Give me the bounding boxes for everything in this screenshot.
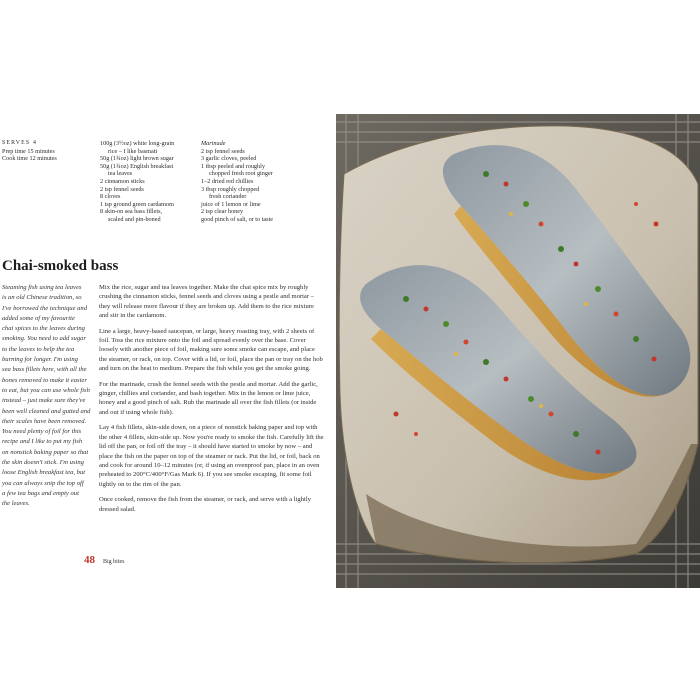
marinade-line: fresh coriander bbox=[209, 193, 247, 201]
intro-line: their scales have been removed. bbox=[2, 417, 87, 425]
marinade-line: 1 tbsp peeled and roughly bbox=[201, 162, 265, 170]
intro-line: burning for longer. I'm using bbox=[2, 356, 78, 364]
method-step: Once cooked, remove the fish from the steamer, or rack, and serve with a lightly dressed salad. bbox=[99, 496, 311, 513]
fish-illustration bbox=[336, 114, 700, 588]
prep-time: Prep time 15 minutes bbox=[2, 147, 55, 155]
ingredient-line: 2 tsp fennel seeds bbox=[100, 185, 144, 193]
intro-line: loose English breakfast tea, but bbox=[2, 469, 86, 477]
ingredient-line: scaled and pin-boned bbox=[108, 215, 161, 223]
ingredient-line: 8 skin-on sea bass fillets, bbox=[100, 208, 163, 216]
folio bbox=[84, 550, 125, 568]
intro-text bbox=[2, 283, 92, 510]
method-text bbox=[99, 283, 324, 520]
ingredient-line: rice – I like basmati bbox=[108, 147, 158, 155]
ingredient-line: 8 cloves bbox=[100, 193, 121, 201]
marinade-list bbox=[201, 148, 311, 224]
marinade-line: 2 tsp fennel seeds bbox=[201, 147, 245, 155]
intro-line: a few tea bags and empty out bbox=[2, 489, 79, 497]
intro-line: recipe and I like to put my fish bbox=[2, 438, 83, 446]
marinade-line: good pinch of salt, or to taste bbox=[201, 215, 274, 223]
recipe-title: Chai-smoked bass bbox=[2, 258, 119, 274]
ingredient-line: tea leaves bbox=[108, 170, 133, 178]
ingredient-line: 2 cinnamon sticks bbox=[100, 177, 145, 185]
intro-line: on nonstick baking paper so that bbox=[2, 448, 89, 456]
marinade-line: 3 garlic cloves, peeled bbox=[201, 155, 257, 163]
intro-line: I've borrowed the technique and bbox=[2, 304, 88, 312]
intro-line: the leaves. bbox=[2, 500, 30, 508]
marinade-line: 3 tbsp roughly chopped bbox=[201, 185, 260, 193]
serves-label: SERVES 4 bbox=[2, 140, 38, 146]
intro-line: You need plenty of foil for this bbox=[2, 428, 82, 436]
intro-line: you can always snip the top off bbox=[2, 479, 84, 487]
intro-line: to the leaves to help the tea bbox=[2, 345, 75, 353]
method-step: Mix the rice, sugar and tea leaves together. Make the chai spice mix by roughly crushing the cinnamon sticks, fennel seeds and cloves using a pestle and mortar – they will release more flavour if they are broken up. Add them to the rice mixture and stir in the cardamom. bbox=[99, 284, 314, 320]
cook-time: Cook time 12 minutes bbox=[2, 155, 57, 163]
marinade-line: juice of 1 lemon or lime bbox=[201, 200, 261, 208]
marinade-line: chopped fresh root ginger bbox=[209, 170, 273, 178]
ingredient-line: 50g (1¾oz) light brown sugar bbox=[100, 155, 174, 163]
intro-line: instead – just make sure they've bbox=[2, 397, 86, 405]
intro-line: chai spices to the leaves during bbox=[2, 325, 85, 333]
intro-line: to eat, but you can use whole fish bbox=[2, 386, 90, 394]
marinade-block bbox=[201, 140, 311, 224]
marinade-line: 1–2 dried red chillies bbox=[201, 177, 254, 185]
intro-line: bones removed to make it easier bbox=[2, 376, 87, 384]
ingredient-line: 1 tsp ground green cardamom bbox=[100, 200, 174, 208]
ingredients-list bbox=[100, 140, 200, 224]
method-step: Lay 4 fish fillets, skin-side down, on a piece of nonstick baking paper and top with the other 4 fillets, skin-side up. Now you're ready to smoke the fish. Carefully lift the lid off the pan, or foil off the tray – it should have started to smoke by now – and place the fish on the paper on top of the steamer or rack. Put the lid, or foil, back on and cook for around 10–12 minutes (or, if using an ovenproof pan, place in an oven preheated to 200°C/400°F/Gas Mark 6). If you see smoke escaping, fit some foil tightly on to the rim of the pan. bbox=[99, 424, 324, 488]
intro-line: Steaming fish using tea leaves bbox=[2, 284, 82, 291]
method-step: Line a large, heavy-based saucepan, or large, heavy roasting tray, with 2 sheets of foil. Toss the rice mixture onto the foil and spread evenly over the base. Cover loosely with another piece of foil, making sure some smoke can escape, and place the steamer, or rack, on top. Cover with a lid, or foil, place the pan or tray on the hob and turn on the heat to medium. Prepare the fish while you get the smoke going. bbox=[99, 327, 323, 373]
method-step: For the marinade, crush the fennel seeds with the pestle and mortar. Add the garlic, ginger, chillies and coriander, and bash together. Mix in the lemon or lime juice, honey and a good pinch of salt. Rub the marinade all over the fish fillets (or inside and out if using whole fish). bbox=[99, 380, 318, 416]
marinade-title: Marinade bbox=[201, 140, 226, 147]
ingredient-line: 100g (3½oz) white long-grain bbox=[100, 140, 175, 147]
intro-line: smoking. You need to add sugar bbox=[2, 335, 87, 343]
serves-block bbox=[2, 140, 92, 163]
ingredient-line: 50g (1¾oz) English breakfast bbox=[100, 162, 174, 170]
marinade-line: 2 tsp clear honey bbox=[201, 208, 244, 216]
intro-line: added some of my favourite bbox=[2, 314, 75, 322]
intro-line: is an old Chinese tradition, so bbox=[2, 294, 82, 302]
intro-line: sea bass fillets here, with all the bbox=[2, 366, 87, 374]
page-number: 48 bbox=[84, 554, 95, 566]
section-label: Big bites bbox=[103, 559, 125, 565]
recipe-photo bbox=[336, 114, 700, 588]
intro-line: been well cleaned and gutted and bbox=[2, 407, 91, 415]
intro-line: the skin doesn't stick. I'm using bbox=[2, 459, 84, 467]
